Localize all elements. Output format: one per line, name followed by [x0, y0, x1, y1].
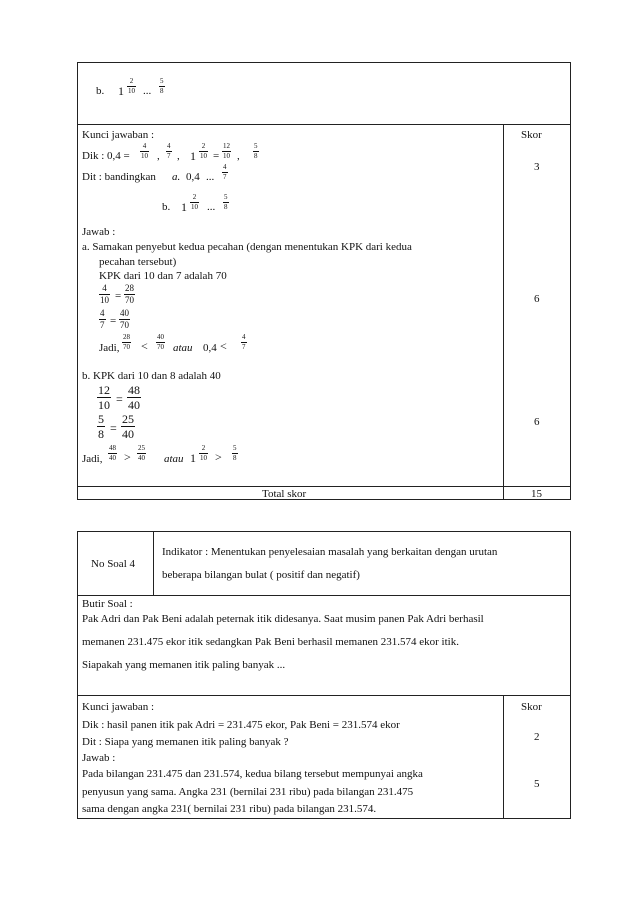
question-heading: Butir Soal :	[82, 598, 133, 610]
or-word: atau	[164, 453, 184, 465]
row-divider	[77, 695, 571, 696]
answer-text: Pada bilangan 231.475 dan 231.574, kedua bilang tersebut mempunyai angka	[82, 768, 423, 780]
fraction: 5 8	[233, 444, 237, 462]
fraction: 2 10	[200, 444, 207, 462]
fraction: 4 10	[100, 283, 109, 305]
row-divider	[77, 124, 571, 125]
asked-label: Dit : bandingkan	[82, 171, 156, 183]
answer-key-heading: Kunci jawaban :	[82, 129, 155, 141]
fraction: 5 8	[160, 77, 164, 95]
conclusion-label: Jadi,	[99, 342, 120, 354]
fraction: 4 7	[167, 142, 171, 160]
known-label: Dik : 0,4 =	[82, 150, 130, 162]
fraction: 2 10	[191, 193, 198, 211]
total-score-label: Total skor	[262, 488, 307, 500]
fraction: 2 10	[200, 142, 207, 160]
item-b-label: b.	[162, 201, 171, 213]
indicator-text: Indikator : Menentukan penyelesaian masalah yang berkaitan dengan urutan	[162, 546, 498, 558]
step-text: KPK dari 10 dan 7 adalah 70	[99, 270, 227, 282]
score-heading: Skor	[521, 701, 542, 713]
score-value: 6	[534, 293, 540, 305]
known-text: Dik : hasil panen itik pak Adri = 231.475 ekor, Pak Beni = 231.574 ekor	[82, 719, 400, 731]
fraction: 28 70	[123, 333, 130, 351]
column-divider	[503, 695, 504, 819]
answer-heading: Jawab :	[82, 226, 116, 238]
indicator-text: beberapa bilangan bulat ( positif dan negatif)	[162, 569, 360, 581]
answer-heading: Jawab :	[82, 752, 116, 764]
answer-key-heading: Kunci jawaban :	[82, 701, 155, 713]
score-value: 3	[534, 161, 540, 173]
column-divider	[153, 531, 154, 595]
step-text: a. Samakan penyebut kedua pecahan (dengan menentukan KPK dari kedua	[82, 241, 412, 253]
question-number: No Soal 4	[91, 558, 135, 570]
equals-sign: =	[110, 315, 117, 327]
decimal-value: 0,4	[203, 342, 217, 354]
fraction: 4 7	[100, 308, 105, 330]
fraction: 48 40	[128, 383, 140, 412]
fraction: 25 40	[122, 412, 134, 441]
mixed-whole: 1	[118, 84, 124, 98]
fraction: 48 40	[109, 444, 116, 462]
step-text: pecahan tersebut)	[99, 256, 177, 268]
row-divider	[77, 595, 571, 596]
ellipsis: ...	[143, 85, 152, 97]
fraction: 40 70	[157, 333, 164, 351]
decimal-value: 0,4	[186, 171, 200, 183]
equals-sign: =	[116, 392, 123, 406]
item-a-label: a.	[172, 171, 181, 183]
ellipsis: ...	[206, 171, 215, 183]
answer-text: penyusun yang sama. Angka 231 (bernilai 231 ribu) pada bilangan 231.475	[82, 786, 414, 798]
greater-than-sign: >	[215, 450, 222, 464]
fraction: 28 70	[125, 283, 134, 305]
equals-sign: =	[110, 421, 117, 435]
answer-text: sama dengan angka 231( bernilai 231 ribu) pada bilangan 231.574.	[82, 803, 377, 815]
question-text: Pak Adri dan Pak Beni adalah peternak itik didesanya. Saat musim panen Pak Adri berhasil	[82, 613, 484, 625]
mixed-whole: 1	[190, 149, 196, 163]
score-heading: Skor	[521, 129, 542, 141]
score-value: 6	[534, 416, 540, 428]
fraction: 12 10	[223, 142, 230, 160]
mixed-whole: 1	[190, 451, 196, 465]
less-than-sign: <	[141, 339, 148, 353]
conclusion-label: Jadi,	[82, 453, 103, 465]
step-text: b. KPK dari 10 dan 8 adalah 40	[82, 370, 221, 382]
less-than-sign: <	[220, 339, 227, 353]
total-score-value: 15	[531, 488, 542, 500]
greater-than-sign: >	[124, 450, 131, 464]
question-text: memanen 231.475 ekor itik sedangkan Pak Beni berhasil memanen 231.574 ekor itik.	[82, 636, 459, 648]
separator: ,	[237, 150, 240, 162]
separator: ,	[157, 150, 160, 162]
score-value: 2	[534, 731, 540, 743]
fraction: 2 10	[128, 77, 135, 95]
fraction: 4 10	[141, 142, 148, 160]
column-divider	[503, 124, 504, 500]
or-word: atau	[173, 342, 193, 354]
row-divider	[77, 486, 571, 487]
fraction: 5 8	[254, 142, 258, 160]
question-text: Siapakah yang memanen itik paling banyak ...	[82, 659, 286, 671]
fraction: 40 70	[120, 308, 129, 330]
separator: ,	[177, 150, 180, 162]
mixed-whole: 1	[181, 200, 187, 214]
asked-text: Dit : Siapa yang memanen itik paling banyak ?	[82, 736, 289, 748]
ellipsis: ...	[207, 201, 216, 213]
score-value: 5	[534, 778, 540, 790]
fraction: 5 8	[98, 412, 104, 441]
fraction: 25 40	[138, 444, 145, 462]
equals-sign: =	[115, 290, 122, 302]
fraction: 4 7	[223, 163, 227, 181]
fraction: 5 8	[224, 193, 228, 211]
item-b-label: b.	[96, 85, 105, 97]
fraction: 4 7	[242, 333, 246, 351]
fraction: 12 10	[98, 383, 110, 412]
equals-sign: =	[213, 150, 220, 162]
